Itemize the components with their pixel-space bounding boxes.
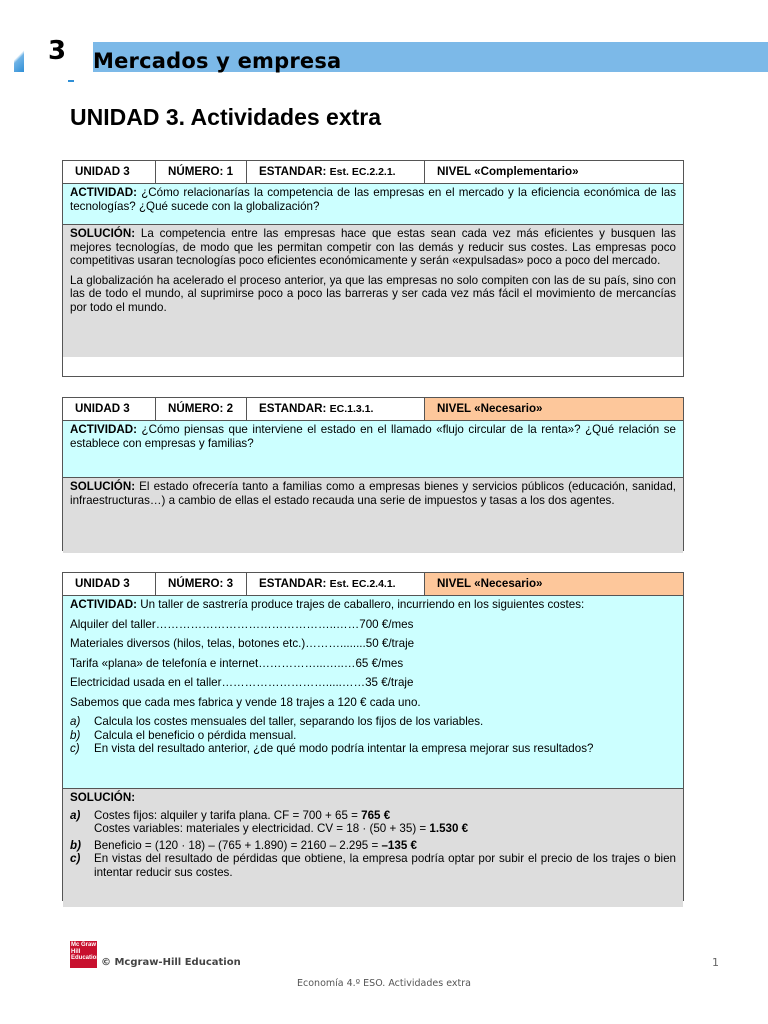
list-text: En vistas del resultado de pérdidas que obtiene, la empresa podría optar por subir el precio de los trajes o bien intentar reducir sus costes. <box>94 852 676 879</box>
list-item <box>70 809 676 823</box>
solucion-label: SOLUCIÓN: <box>70 791 136 804</box>
list-item <box>70 822 676 836</box>
result-value: 1.530 € <box>429 822 469 835</box>
actividad-section <box>63 596 683 789</box>
solucion-section <box>63 225 683 357</box>
card-header <box>63 161 683 184</box>
chapter-title: Mercados y empresa <box>93 49 342 73</box>
numero-cell: NÚMERO: 1 <box>156 161 247 184</box>
list-item <box>70 839 676 853</box>
estandar-label: ESTANDAR: <box>259 401 327 415</box>
solucion-list <box>70 809 676 880</box>
list-marker: c) <box>70 852 81 865</box>
list-marker: c) <box>70 742 80 755</box>
footer-note: Economía 4.º ESO. Actividades extra <box>297 978 471 989</box>
estandar-label: ESTANDAR: <box>259 576 327 590</box>
actividad-section <box>63 421 683 478</box>
nivel-cell: NIVEL «Necesario» <box>425 573 684 596</box>
result-value: –135 € <box>381 838 417 852</box>
solucion-label: SOLUCIÓN: <box>70 480 136 493</box>
list-item <box>70 852 676 879</box>
coste-line: Electricidad usada en el taller……………………….....……35 €/traje <box>70 676 414 689</box>
page-number: 1 <box>712 956 719 969</box>
list-text: Beneficio = (120 · 18) – (765 + 1.890) = 2160 – 2.295 = <box>94 838 382 852</box>
list-text: En vista del resultado anterior, ¿de qué modo podría intentar la empresa mejorar sus resultados? <box>94 742 594 755</box>
estandar-label: ESTANDAR: <box>259 164 327 178</box>
solucion-paragraph: El estado ofrecería tanto a familias como a empresas bienes y servicios públicos (educación, sanidad, infraestructuras…) a cambio de ellas el estado recauda una serie de impuestos y tasas a los dos agentes. <box>70 480 676 507</box>
card-header <box>63 573 683 596</box>
unidad-cell: UNIDAD 3 <box>63 573 156 596</box>
list-text: Calcula los costes mensuales del taller, separando los fijos de los variables. <box>94 715 484 728</box>
numero-cell: NÚMERO: 3 <box>156 573 247 596</box>
actividad-label: ACTIVIDAD: <box>70 186 137 199</box>
solucion-paragraph: La competencia entre las empresas hace que estas sean cada vez más eficientes y busquen las mejores tecnologías, de modo que les permitan competir con las demás y reducir sus costes. Las empresas poco competitivas usaran tecnologías poco eficientes económicamente y serán «expulsadas» poco a poco del mercado. <box>70 227 676 267</box>
actividad-label: ACTIVIDAD: <box>70 423 137 436</box>
nivel-cell: NIVEL «Necesario» <box>425 398 684 421</box>
list-marker: a) <box>70 715 81 728</box>
activity-card-1 <box>62 160 684 377</box>
ventas-line: Sabemos que cada mes fabrica y vende 18 trajes a 120 € cada uno. <box>70 695 421 709</box>
coste-line: Tarifa «plana» de telefonía e internet……………...…..…65 €/mes <box>70 656 404 670</box>
estandar-cell <box>247 398 425 421</box>
solucion-section <box>63 478 683 553</box>
list-marker: b) <box>70 838 81 852</box>
header-accent <box>14 42 24 72</box>
actividad-section <box>63 184 683 225</box>
card-header <box>63 398 683 421</box>
list-marker: a) <box>70 808 81 822</box>
list-item <box>70 715 676 729</box>
list-item <box>70 742 676 756</box>
list-text: Costes fijos: alquiler y tarifa plana. CF = 700 + 65 = <box>94 808 362 822</box>
header-accent-dot <box>68 80 74 82</box>
solucion-section <box>63 789 683 907</box>
numero-cell: NÚMERO: 2 <box>156 398 247 421</box>
estandar-value: EC.1.3.1. <box>329 402 374 415</box>
solucion-paragraph: La globalización ha acelerado el proceso anterior, ya que las empresas no solo compiten con las de su país, sino con las de todo el mundo, al suprimirse poco a poco las barreras y ser cada vez más fácil el movimiento de mercancías por todo el mundo. <box>70 273 676 314</box>
activity-card-2 <box>62 397 684 551</box>
unidad-cell: UNIDAD 3 <box>63 161 156 184</box>
publisher-logo: Mc Graw Hill Education <box>70 941 97 968</box>
estandar-cell <box>247 573 425 596</box>
nivel-cell: NIVEL «Complementario» <box>425 161 684 184</box>
preguntas-list <box>70 715 676 756</box>
actividad-text: Un taller de sastrería produce trajes de caballero, incurriendo en los siguientes costes: <box>140 598 585 611</box>
list-text: Costes variables: materiales y electricidad. CV = 18 · (50 + 35) = <box>94 822 430 835</box>
chapter-number: 3 <box>48 36 67 66</box>
actividad-text: ¿Cómo relacionarías la competencia de las empresas en el mercado y la eficiencia económica de las tecnologías? ¿Qué sucede con la globalización? <box>70 186 676 213</box>
copyright-text: © Mcgraw-Hill Education <box>101 957 241 968</box>
list-marker: b) <box>70 728 81 742</box>
actividad-text: ¿Cómo piensas que interviene el estado en el llamado «flujo circular de la renta»? ¿Qué relación se establece con empresas y familias? <box>70 423 676 450</box>
estandar-value: Est. EC.2.4.1. <box>329 577 396 590</box>
estandar-value: Est. EC.2.2.1. <box>329 165 396 178</box>
activity-card-3 <box>62 572 684 901</box>
estandar-cell <box>247 161 425 184</box>
coste-line: Alquiler del taller………………………………………..……700 €/mes <box>70 617 414 631</box>
list-item <box>70 729 676 743</box>
unidad-cell: UNIDAD 3 <box>63 398 156 421</box>
result-value: 765 € <box>361 808 391 822</box>
page-title: UNIDAD 3. Actividades extra <box>70 104 382 130</box>
actividad-label: ACTIVIDAD: <box>70 598 137 611</box>
list-text: Calcula el beneficio o pérdida mensual. <box>94 728 297 742</box>
coste-line: Materiales diversos (hilos, telas, botones etc.)………........50 €/traje <box>70 637 415 650</box>
solucion-label: SOLUCIÓN: <box>70 227 136 240</box>
